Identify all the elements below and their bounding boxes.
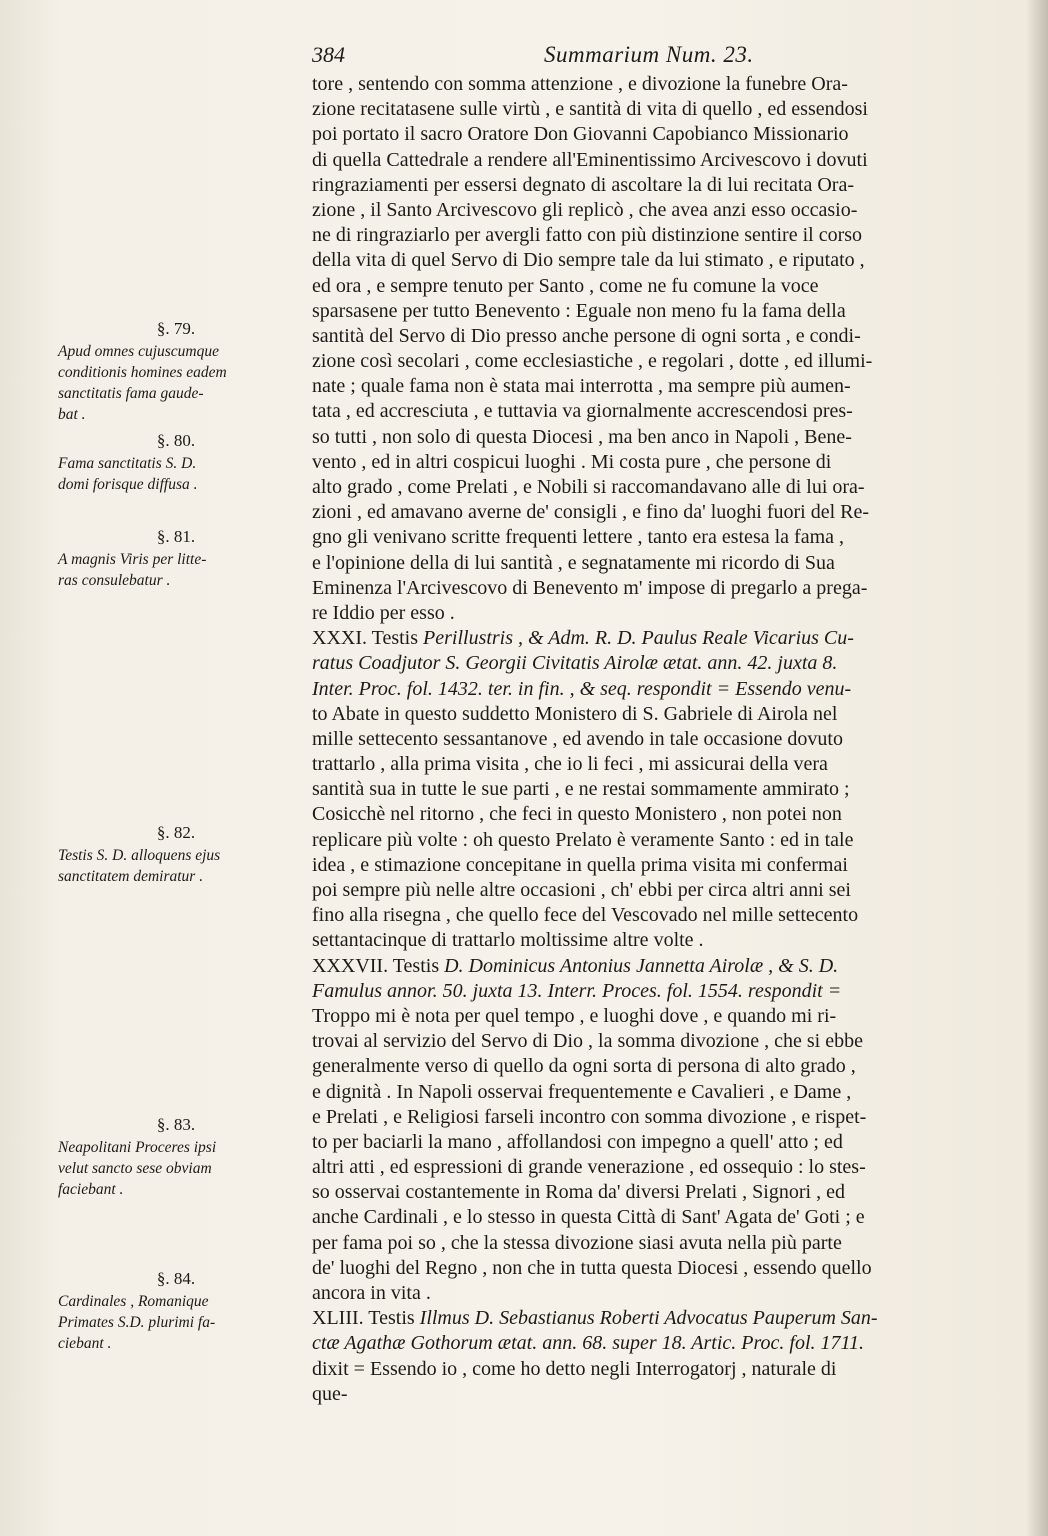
running-head: Summarium Num. 23.: [544, 42, 754, 67]
testimony-number: XLIII. Testis: [312, 1307, 415, 1330]
testimony-heading-line: Famulus annor. 50. juxta 13. Interr. Proces. fol. 1554. respondit =: [312, 979, 842, 1002]
main-text: [312, 72, 1016, 1407]
text-line: di quella Cattedrale a rendere all'Eminentissimo Arcivescovo i dovuti: [312, 148, 868, 171]
testimony-heading-line: Inter. Proc. fol. 1432. ter. in fin. , & seq. respondit = Essendo venu-: [312, 677, 852, 700]
text-line: ed ora , e sempre tenuto per Santo , come ne fu comune la voce: [312, 274, 819, 297]
testimony-37: [312, 954, 1016, 1307]
text-line: so tutti , non solo di questa Diocesi , ma ben anco in Napoli , Bene-: [312, 425, 852, 448]
sidenote-80: [58, 430, 294, 495]
text-line: zione recitatasene sulle virtù , e santità di vita di quello , ed essendosi: [312, 98, 868, 121]
page-header: [312, 42, 812, 68]
text-line: e dignità . In Napoli osservai frequentemente e Cavalieri , e Dame ,: [312, 1080, 852, 1103]
sidenote-line: velut sancto sese obviam: [58, 1160, 212, 1177]
text-line: settantacinque di trattarlo moltissime altre volte .: [312, 929, 704, 952]
page-number: 384: [312, 42, 345, 67]
text-line: ancora in vita .: [312, 1282, 431, 1304]
text-line: e l'opinione della di lui santità , e segnatamente mi ricordo di Sua: [312, 551, 835, 574]
text-line: replicare più volte : oh questo Prelato è veramente Santo : ed in tale: [312, 828, 854, 851]
testimony-heading: [312, 954, 1016, 979]
sidenote-section: §. 79.: [156, 319, 196, 338]
sidenote-section: §. 82.: [156, 823, 196, 842]
text-line: fino alla risegna , che quello fece del Vescovado nel mille settecento: [312, 904, 859, 927]
text-line: Eminenza l'Arcivescovo di Benevento m' impose di pregarlo a prega-: [312, 576, 868, 599]
testimony-heading-text: Illmus D. Sebastianus Roberti Advocatus Pauperum San-: [419, 1307, 878, 1330]
testimony-text: [312, 1357, 1016, 1407]
text-line: gno gli venivano scritte frequenti lettere , tanto era estesa la fama ,: [312, 526, 845, 549]
text-line: santità del Servo di Dio presso anche persone di ogni sorta , e condi-: [312, 324, 861, 347]
text-line: to per baciarli la mano , affollandosi con impegno a quell' atto ; ed: [312, 1130, 843, 1153]
sidenote-line: domi forisque diffusa .: [58, 476, 198, 493]
sidenote-line: Primates S.D. plurimi fa-: [58, 1314, 216, 1331]
testimony-heading-text: D. Dominicus Antonius Jannetta Airolæ , & S. D.: [444, 954, 839, 977]
text-line: zione , il Santo Arcivescovo gli replicò , che avea anzi esso occasio-: [312, 198, 858, 221]
text-line: Cosicchè nel ritorno , che feci in questo Monistero , non potei non: [312, 803, 842, 826]
sidenote-line: Apud omnes cujuscumque: [58, 343, 219, 360]
sidenote-line: Cardinales , Romanique: [58, 1293, 209, 1310]
sidenote-section: §. 83.: [156, 1115, 196, 1134]
sidenote-line: Fama sanctitatis S. D.: [58, 455, 197, 472]
sidenote-section: §. 84.: [156, 1269, 196, 1288]
text-line: e Prelati , e Religiosi farseli incontro con somma divozione , e rispet-: [312, 1105, 867, 1128]
text-line: to Abate in questo suddetto Monistero di S. Gabriele di Airola nel: [312, 702, 838, 725]
text-line: santità sua in tutte le sue parti , e ne restai sommamente ammirato ;: [312, 778, 850, 801]
sidenote-line: faciebant .: [58, 1181, 124, 1198]
text-line: alto grado , come Prelati , e Nobili si raccomandavano alle di lui ora-: [312, 476, 865, 498]
text-line: re Iddio per esso .: [312, 601, 455, 624]
text-line: poi portato il sacro Oratore Don Giovanni Capobianco Missionario: [312, 123, 849, 146]
text-line: altri atti , ed espressioni di grande venerazione , ed ossequio : lo stes-: [312, 1156, 866, 1179]
testimony-heading: [312, 626, 1016, 651]
text-line: generalmente verso di quello da ogni sorta di persona di alto grado ,: [312, 1055, 856, 1078]
sidenote-line: sanctitatem demiratur .: [58, 868, 204, 885]
testimony-heading-line: ctæ Agathæ Gothorum ætat. ann. 68. super 18. Artic. Proc. fol. 1711.: [312, 1332, 865, 1355]
sidenote-line: sanctitatis fama gaude-: [58, 385, 204, 402]
testimony-heading: [312, 1306, 1016, 1331]
sidenote-line: A magnis Viris per litte-: [58, 551, 207, 568]
testimony-text: [312, 1004, 1016, 1306]
text-line: della vita di quel Servo di Dio sempre tale da lui stimato , e riputato ,: [312, 249, 865, 272]
text-line: que-: [312, 1382, 348, 1405]
sidenote-84: [58, 1268, 294, 1354]
sidenote-line: ras consulebatur .: [58, 572, 171, 589]
text-line: trattarlo , alla prima visita , che io li feci , mi assicurai della vera: [312, 753, 828, 776]
sidenote-83: [58, 1114, 294, 1200]
sidenote-line: Testis S. D. alloquens ejus: [58, 847, 221, 864]
text-line: dixit = Essendo io , come ho detto negli Interrogatorj , naturale di: [312, 1357, 837, 1380]
sidenote-81: [58, 526, 294, 591]
sidenote-section: §. 80.: [156, 431, 196, 450]
sidenote-line: ciebant .: [58, 1335, 112, 1352]
text-line: ne di ringraziarlo per avergli fatto con più distinzione sentire il corso: [312, 224, 863, 247]
text-line: nate ; quale fama non è stata mai interrotta , ma sempre più aumen-: [312, 375, 851, 398]
paragraph-continuation: [312, 72, 1016, 626]
text-line: anche Cardinali , e lo stesso in questa Città di Sant' Agata de' Goti ; e: [312, 1206, 865, 1229]
sidenote-section: §. 81.: [156, 527, 196, 546]
sidenote-line: bat .: [58, 406, 86, 423]
text-line: trovai al servizio del Servo di Dio , la somma divozione , che si ebbe: [312, 1030, 863, 1053]
text-line: tata , ed accresciuta , e tuttavia va giornalmente accrescendosi pres-: [312, 400, 853, 423]
sidenote-line: conditionis homines eadem: [58, 364, 227, 381]
text-line: mille settecento sessantanove , ed avendo in tale occasione dovuto: [312, 727, 843, 750]
page-edge-shadow: [1026, 0, 1048, 1536]
text-line: zione così secolari , come ecclesiastiche , e regolari , dotte , ed illumi-: [312, 350, 873, 373]
testimony-text: [312, 702, 1016, 954]
sidenote-79: [58, 318, 294, 425]
text-line: idea , e stimazione concepitane in quella prima visita mi confermai: [312, 853, 848, 876]
testimony-number: XXXVII. Testis: [312, 954, 440, 977]
text-line: ringraziamenti per essersi degnato di ascoltare la di lui recitata Ora-: [312, 173, 854, 196]
sidenote-82: [58, 822, 294, 887]
text-line: sparsasene per tutto Benevento : Eguale non meno fu la fama della: [312, 299, 846, 322]
text-line: vento , ed in altri cospicui luoghi . Mi costa pure , che persone di: [312, 450, 832, 473]
text-line: zioni , ed amavano averne de' consigli , e fino da' luoghi fuori del Re-: [312, 501, 870, 524]
testimony-43: [312, 1306, 1016, 1407]
text-line: tore , sentendo con somma attenzione , e divozione la funebre Ora-: [312, 73, 848, 95]
text-line: de' luoghi del Regno , non che in tutta questa Diocesi , essendo quello: [312, 1256, 872, 1279]
text-line: so osservai costantemente in Roma da' diversi Prelati , Signori , ed: [312, 1181, 845, 1204]
testimony-31: [312, 626, 1016, 953]
testimony-heading-text: Perillustris , & Adm. R. D. Paulus Reale Vicarius Cu-: [423, 627, 854, 650]
testimony-heading-line: ratus Coadjutor S. Georgii Civitatis Airolæ ætat. ann. 42. juxta 8.: [312, 652, 838, 675]
text-line: poi sempre più nelle altre occasioni , ch' ebbi per circa altri anni sei: [312, 879, 851, 901]
testimony-number: XXXI. Testis: [312, 627, 419, 650]
sidenote-line: Neapolitani Proceres ipsi: [58, 1139, 217, 1156]
text-line: Troppo mi è nota per quel tempo , e luoghi dove , e quando mi ri-: [312, 1004, 837, 1027]
text-line: per fama poi so , che la stessa divozione siasi avuta nella più parte: [312, 1231, 842, 1254]
